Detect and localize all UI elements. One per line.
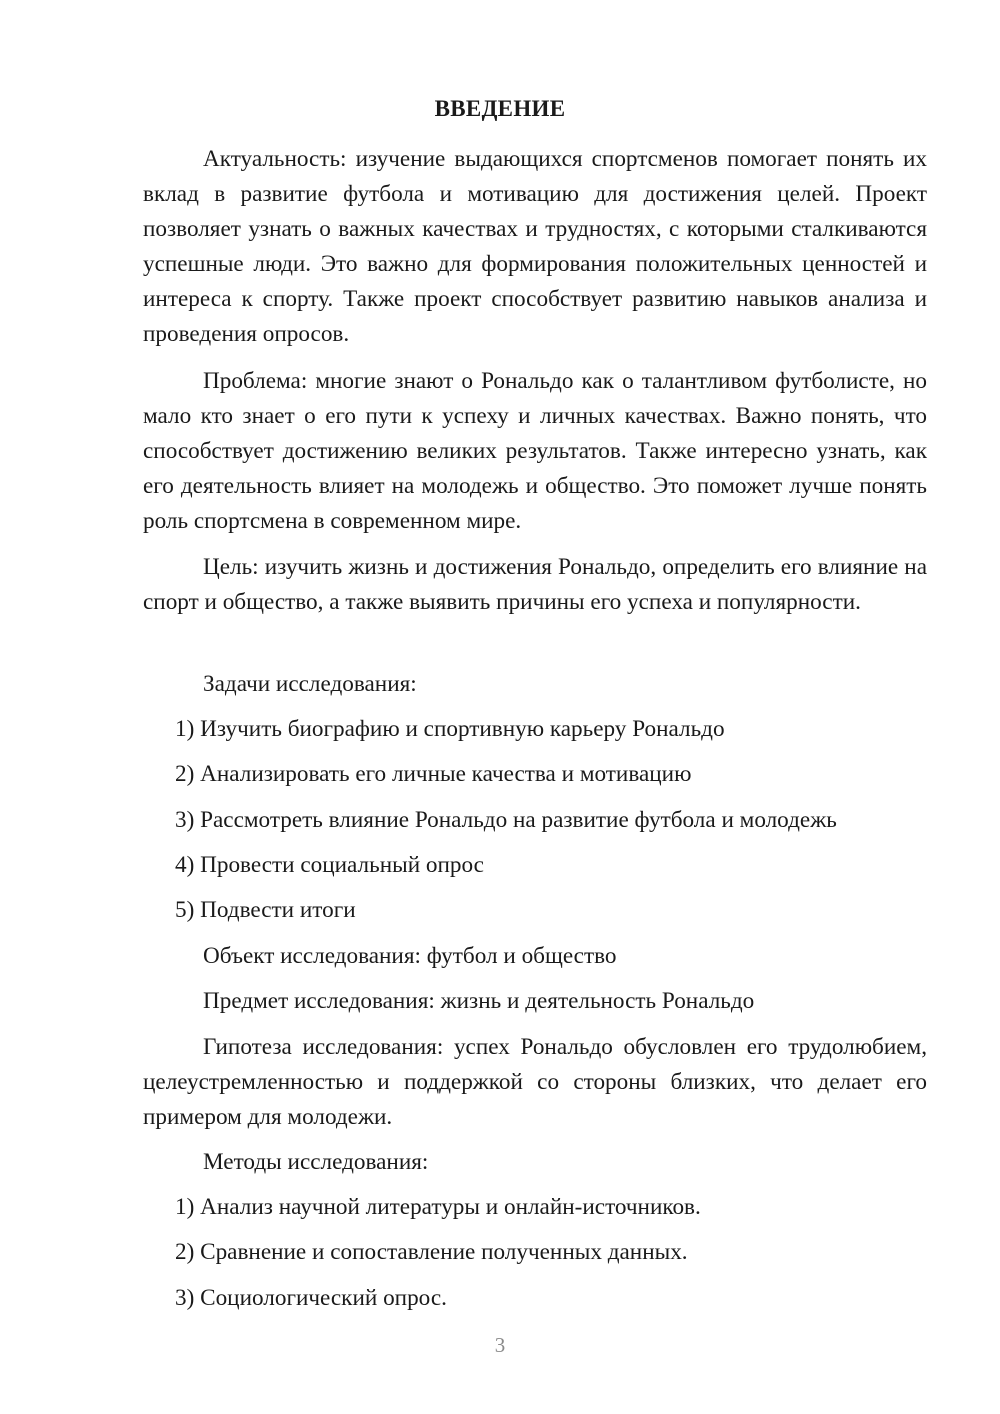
research-object: Объект исследования: футбол и общество [203, 943, 617, 969]
list-item: 3) Социологический опрос. [175, 1285, 447, 1311]
problem-paragraph: Проблема: многие знают о Рональдо как о талантливом футболисте, но мало кто знает о его пути к успеху и личных качествах. Важно понять, что способствует достижению великих результатов. Также интересно узнать, как его деятельность влияет на молодежь и общество. Это поможет лучше понять роль спортсмена в современном мире. [143, 368, 927, 534]
list-item: 1) Анализ научной литературы и онлайн-источников. [175, 1194, 701, 1220]
page-title: ВВЕДЕНИЕ [434, 96, 566, 121]
list-item: 3) Рассмотреть влияние Рональдо на развитие футбола и молодежь [175, 807, 837, 833]
list-item: 4) Провести социальный опрос [175, 852, 484, 878]
goal-paragraph: Цель: изучить жизнь и достижения Рональдо, определить его влияние на спорт и общество, а также выявить причины его успеха и популярности. [143, 554, 927, 615]
hypothesis-paragraph: Гипотеза исследования: успех Рональдо обусловлен его трудолюбием, целеустремленностью и поддержкой со стороны близких, что делает его примером для молодежи. [143, 1034, 927, 1130]
list-item: 2) Анализировать его личные качества и мотивацию [175, 761, 692, 787]
relevance-paragraph: Актуальность: изучение выдающихся спортсменов помогает понять их вклад в развитие футбола и мотивацию для достижения целей. Проект позволяет узнать о важных качествах и трудностях, с которыми сталкиваются успешные люди. Это важно для формирования положительных ценностей и интереса к спорту. Также проект способствует развитию навыков анализа и проведения опросов. [143, 146, 927, 347]
tasks-heading: Задачи исследования: [203, 671, 417, 697]
page-number: 3 [494, 1333, 506, 1357]
list-item: 5) Подвести итоги [175, 897, 356, 923]
research-subject: Предмет исследования: жизнь и деятельность Рональдо [203, 988, 755, 1014]
methods-heading: Методы исследования: [203, 1149, 429, 1175]
list-item: 2) Сравнение и сопоставление полученных данных. [175, 1239, 688, 1265]
list-item: 1) Изучить биографию и спортивную карьеру Рональдо [175, 716, 725, 742]
